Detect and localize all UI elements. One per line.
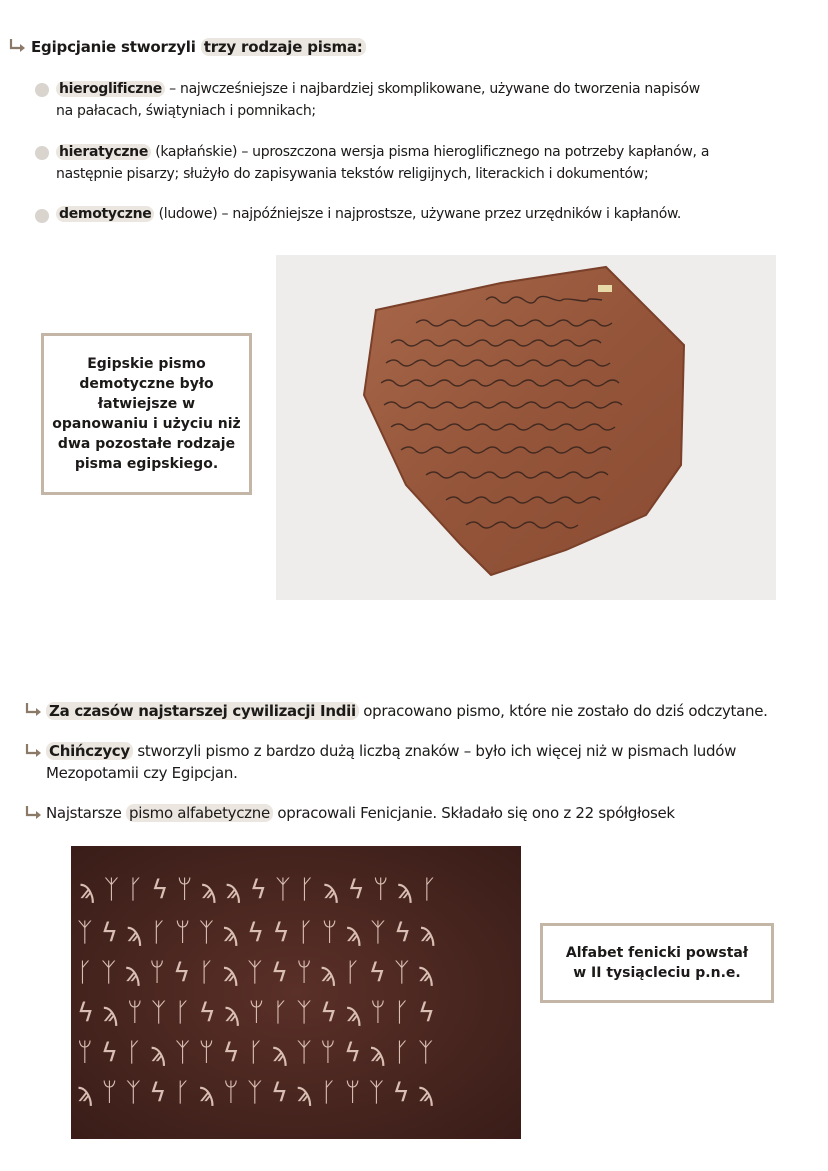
list-item: hieratyczne (kapłańskie) – uproszczona wersja pisma hieroglificznego na potrzeby kapłanów, a następnie pisarzy; służyło do zapisywania tekstów religijnych, literackich i dokumentów; (56, 144, 710, 182)
bullet-dot (35, 209, 49, 223)
india-line: Za czasów najstarszej cywilizacji Indii opracowano pismo, które nie zostało do dziś odczytane. (46, 700, 816, 722)
list-item: demotyczne (ludowe) – najpóźniejsze i najprostsze, używane przez urzędników i kapłanów. (56, 203, 821, 225)
arrow-icon (24, 743, 44, 759)
demotic-ostracon-image (276, 255, 776, 600)
egypt-intro-highlight: trzy rodzaje pisma: (201, 38, 366, 56)
bullet-dot (35, 146, 49, 160)
phoenician-inscription-image (71, 846, 521, 1139)
term-demotyczne: demotyczne (56, 206, 154, 222)
svg-text:ϡ ᛘ ᛉ ϟ ᚴ ϡ ᛘ ᛉ ϟ ϡ ᚴ ᛘ ᛉ ϟ ϡ: ϡ ᛘ ᛉ ϟ ᚴ ϡ ᛘ ᛉ ϟ ϡ ᚴ ᛘ ᛉ ϟ ϡ (77, 1078, 435, 1108)
phoenicia-line: Najstarsze pismo alfabetyczne opracowali Fenicjanie. Składało się ono z 22 spółgłosek (46, 804, 675, 822)
arrow-icon (24, 805, 44, 821)
svg-text:ᛘ ϟ ᚴ ϡ ᛉ ᛘ ϟ ᚴ ϡ ᛉ ᛘ ϟ ϡ ᚴ ᛉ: ᛘ ϟ ᚴ ϡ ᛉ ᛘ ϟ ᚴ ϡ ᛉ ᛘ ϟ ϡ ᚴ ᛉ (77, 1038, 434, 1068)
arrow-icon (8, 38, 28, 54)
china-line: Chińczycy stworzyli pismo z bardzo dużą liczbą znaków – było ich więcej niż w pismach ludów Mezopotamii czy Egipcjan. (46, 742, 737, 782)
svg-text:ᚴ ᛉ ϡ ᛘ ϟ ᚴ ϡ ᛉ ϟ ᛘ ϡ ᚴ ϟ ᛉ ϡ: ᚴ ᛉ ϡ ᛘ ϟ ᚴ ϡ ᛉ ϟ ᛘ ϡ ᚴ ϟ ᛉ ϡ (77, 958, 435, 988)
svg-text:ϟ ϡ ᛘ ᛉ ᚴ ϟ ϡ ᛘ ᚴ ᛉ ϟ ϡ ᛘ ᚴ ϟ: ϟ ϡ ᛘ ᛉ ᚴ ϟ ϡ ᛘ ᚴ ᛉ ϟ ϡ ᛘ ᚴ ϟ (77, 998, 436, 1028)
phoenicia-info-box: Alfabet fenicki powstał w II tysiącleciu p.n.e. (540, 923, 774, 1003)
bullet-dot (35, 83, 49, 97)
china-highlight: Chińczycy (46, 742, 133, 760)
phoenicia-highlight: pismo alfabetyczne (126, 804, 273, 822)
list-item: hieroglificzne – najwcześniejsze i najbardziej skomplikowane, używane do tworzenia napisów na pałacach, świątyniach i pomnikach; (56, 81, 700, 119)
egypt-info-box: Egipskie pismo demotyczne było łatwiejsze w opanowaniu i użyciu niż dwa pozostałe rodzaje pisma egipskiego. (41, 333, 252, 495)
term-hieratyczne: hieratyczne (56, 144, 151, 160)
india-highlight: Za czasów najstarszej cywilizacji Indii (46, 702, 359, 720)
term-hieroglificzne: hieroglificzne (56, 81, 165, 97)
arrow-icon (24, 702, 44, 718)
egypt-intro: Egipcjanie stworzyli trzy rodzaje pisma: (31, 38, 366, 56)
svg-text:ϡ ᛉ ᚴ ϟ ᛘ ϡ ϡ ϟ ᛉ ᚴ ϡ ϟ ᛘ ϡ ᚴ: ϡ ᛉ ᚴ ϟ ᛘ ϡ ϡ ϟ ᛉ ᚴ ϡ ϟ ᛘ ϡ ᚴ (79, 875, 437, 905)
svg-text:ᛉ ϟ ϡ ᚴ ᛘ ᛉ ϡ ϟ ϟ ᚴ ᛘ ϡ ᛉ ϟ ϡ: ᛉ ϟ ϡ ᚴ ᛘ ᛉ ϡ ϟ ϟ ᚴ ᛘ ϡ ᛉ ϟ ϡ (77, 918, 436, 948)
